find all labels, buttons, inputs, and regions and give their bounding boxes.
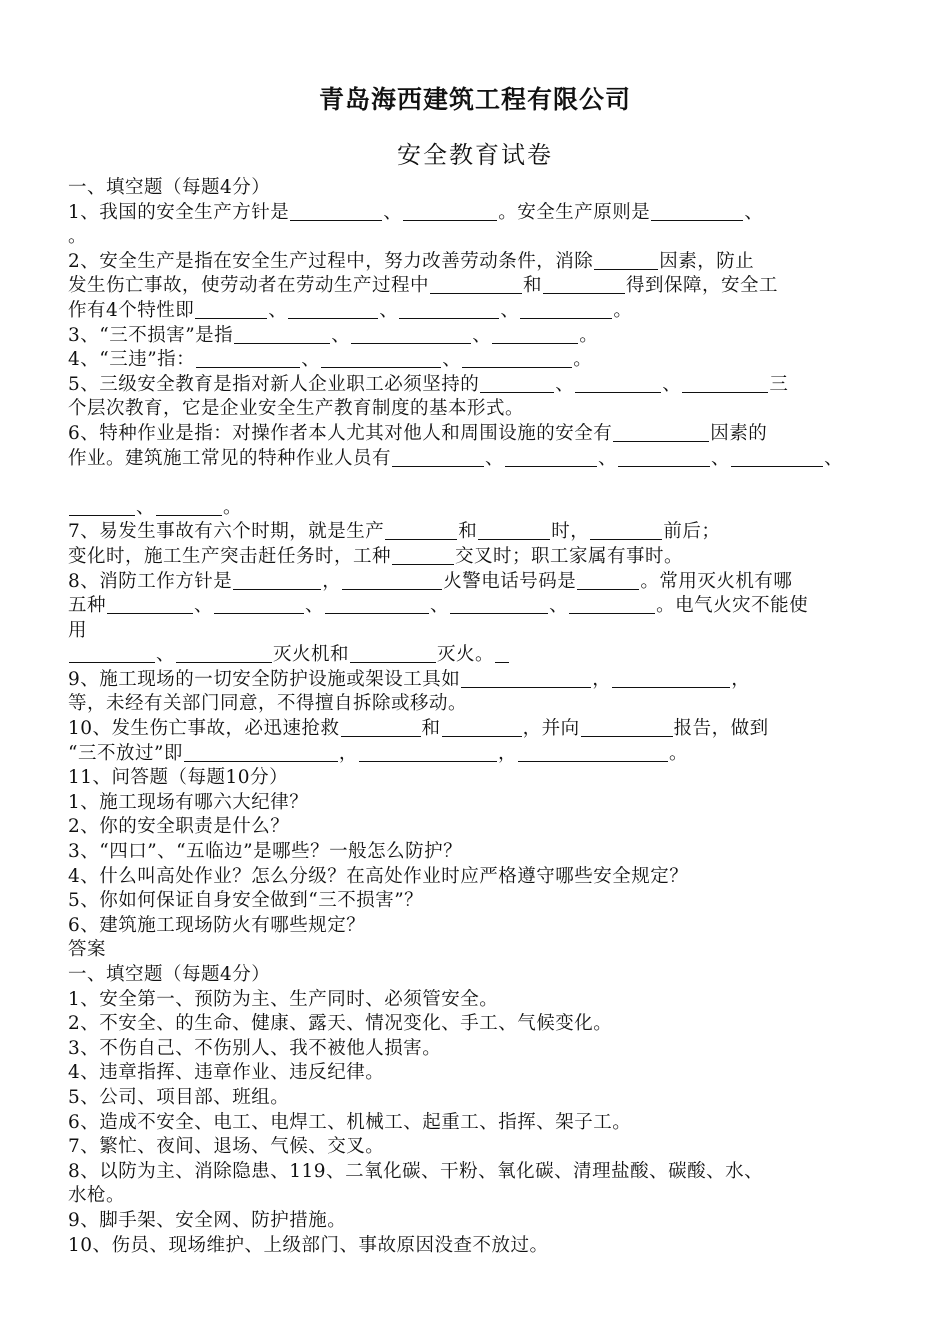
section-heading-fill-blank: 一、填空题（每题4分） (68, 177, 271, 198)
blank (184, 743, 338, 762)
blank (233, 571, 321, 590)
blank (731, 448, 823, 467)
answer-line: 水枪。 (68, 1185, 126, 1207)
blank (618, 448, 710, 467)
blank (196, 349, 300, 368)
question-9: 9、施工现场的一切安全防护设施或架设工具如 ， ， (68, 668, 751, 690)
blank (359, 743, 497, 762)
question-7: 7、易发生事故有六个时期，就是生产 和 时， 前后； (68, 521, 721, 543)
blank (495, 644, 509, 663)
answer-heading: 一、填空题（每题4分） (68, 964, 271, 985)
blank (651, 202, 743, 221)
question-8: 8、消防工作方针是 ， 火警电话号码是 。常用灭火机有哪 (68, 570, 793, 592)
answer-line: 9、脚手架、安全网、防护措施。 (68, 1209, 347, 1231)
question-3: 3、“三不损害”是指 、 、 。 (68, 324, 599, 346)
blank (575, 374, 661, 393)
blank (290, 202, 382, 221)
blank (321, 349, 441, 368)
blank (590, 521, 662, 540)
blank (385, 521, 457, 540)
blank (581, 718, 673, 737)
blank (682, 374, 768, 393)
blank (350, 644, 436, 663)
blank (543, 275, 625, 294)
blank (325, 595, 429, 614)
essay-question: 6、建筑施工现场防火有哪些规定？ (68, 914, 366, 936)
essay-question: 3、“四口”、“五临边”是哪些？一般怎么防护？ (68, 841, 463, 863)
blank (234, 325, 330, 344)
blank (569, 595, 655, 614)
blank (520, 300, 612, 319)
essay-question: 2、你的安全职责是什么？ (68, 816, 290, 838)
answer-label: 答案 (68, 939, 107, 961)
blank (462, 349, 572, 368)
answer-line: 4、违章指挥、违章作业、违反纪律。 (68, 1062, 385, 1084)
blank (156, 497, 222, 516)
question-2: 2、安全生产是指在安全生产过程中，努力改善劳动条件，消除 因素，防止 (68, 250, 755, 272)
blank (392, 448, 484, 467)
essay-question: 5、你如何保证自身安全做到“三不损害”？ (68, 890, 424, 912)
answer-line: 5、公司、项目部、班组。 (68, 1086, 290, 1108)
blank (176, 644, 272, 663)
answer-line: 1、安全第一、预防为主、生产同时、必须管安全。 (68, 988, 499, 1010)
blank (450, 595, 548, 614)
blank (613, 423, 709, 442)
answer-line: 10、伤员、现场维护、上级部门、事故原因没查不放过。 (68, 1234, 549, 1256)
blank (403, 202, 497, 221)
blank (505, 448, 597, 467)
question-4: 4、“三违”指： 、 、 。 (68, 349, 593, 371)
blank (492, 325, 578, 344)
answer-line: 8、以防为主、消除隐患、119、二氧化碳、干粉、氧化碳、清理盐酸、碳酸、水、 (68, 1160, 764, 1182)
blank (351, 325, 471, 344)
answer-line: 6、造成不安全、电工、电焊工、机械工、起重工、指挥、架子工。 (68, 1111, 632, 1133)
blank (107, 595, 193, 614)
blank (430, 275, 522, 294)
blank (69, 644, 155, 663)
blank (214, 595, 304, 614)
company-title: 青岛海西建筑工程有限公司 (318, 85, 631, 114)
question-6: 6、特种作业是指：对操作者本人尤其对他人和周围设施的安全有 因素的 (68, 422, 768, 444)
blank (612, 669, 730, 688)
question-5: 5、三级安全教育是指对新人企业职工必须坚持的 、 、 三 (68, 373, 789, 395)
blank (288, 300, 378, 319)
exam-title: 安全教育试卷 (397, 141, 553, 169)
question-1: 1、我国的安全生产方针是 、 。安全生产原则是 、 (68, 201, 764, 223)
blank (594, 251, 658, 270)
blank (195, 300, 267, 319)
answer-line: 7、繁忙、夜间、退场、气候、交叉。 (68, 1136, 385, 1158)
blank (342, 571, 442, 590)
answer-line: 2、不安全、的生命、健康、露天、情况变化、手工、气候变化。 (68, 1013, 613, 1035)
blank (478, 521, 550, 540)
blank (69, 497, 135, 516)
blank (518, 743, 668, 762)
answer-line: 3、不伤自己、不伤别人、我不被他人损害。 (68, 1037, 442, 1059)
blank (577, 571, 639, 590)
blank (480, 374, 554, 393)
blank (341, 718, 421, 737)
blank (399, 300, 499, 319)
essay-question: 4、什么叫高处作业？怎么分级？在高处作业时应严格遵守哪些安全规定？ (68, 865, 689, 887)
blank (392, 546, 454, 565)
exam-body: 一、填空题（每题4分） 1、我国的安全生产方针是 、 。安全生产原则是 、 。 2、安全生产是指在安全生产过程中，努力改善劳动条件，消除 因素，防止 发生伤亡事故，使劳动者在劳动生产过程中 和 得到保障，安全工 作有4个特性即 、 、 、 。 3、“三不损害”是指 、 、 。 4、“三违”指： 、 、 。 5、三级安全教育是指对新人企业职工必须坚持的 、 、 三 个层次教育，它是企业安全生产教育制度的基本形式。 6、特种作业是指：对操作者本人尤其对他人和周围设施的安全有 因素的 作业。建筑施工常见的特种作业人员有 、 、 、 、 、 。 7、易发生事故有六个时期，就是生产 和 时， 前后； 变化时，施工生产突击赶任务时，工种 交叉时；职工家属有事时。 8、消防工作方针是 ， 火警电话号码是 。常用灭火机有哪 五种 、 、 、 、 。电气火灾不能使 用 、 灭火机和 灭火。 9、施工现场的一切安全防护设施或架设工具如 ， ， 等，未经有关部门同意，不得擅自拆除或移动。 10、发生伤亡事故，必迅速抢救 和 ，并向 报告，做到 “三不放过”即 ， ， 。 11、问答题（每题10分） 1、施工现场有哪六大纪律？ 2、你的安全职责是什么？ 3、“四口”、“五临边”是哪些？一般怎么防护？ 4、什么叫高处作业？怎么分级？在高处作业时应严格遵守哪些安全规定？ 5、你如何保证自身安全做到“三不损害”？ 6、建筑施工现场防火有哪些规定？ 答案 一、填空题（每题4分） 1、安全第一、预防为主、生产同时、必须管安全。 2、不安全、的生命、健康、露天、情况变化、手工、气候变化。 3、不伤自己、不伤别人、我不被他人损害。 4、违章指挥、违章作业、违反纪律。 5、公司、项目部、班组。 6、造成不安全、电工、电焊工、机械工、起重工、指挥、架子工。 7、繁忙、夜间、退场、气候、交叉。 8、以防为主、消除隐患、119、二氧化碳、干粉、氧化碳、清理盐酸、碳酸、水、 水枪。 9、脚手架、安全网、防护措施。 10、伤员、现场维护、上级部门、事故原因没查不放过。 (68, 176, 888, 1258)
blank (442, 718, 522, 737)
essay-question: 1、施工现场有哪六大纪律？ (68, 791, 309, 813)
question-10: 10、发生伤亡事故，必迅速抢救 和 ，并向 报告，做到 (68, 718, 769, 740)
blank (461, 669, 591, 688)
section-heading-questions: 11、问答题（每题10分） (68, 767, 289, 789)
